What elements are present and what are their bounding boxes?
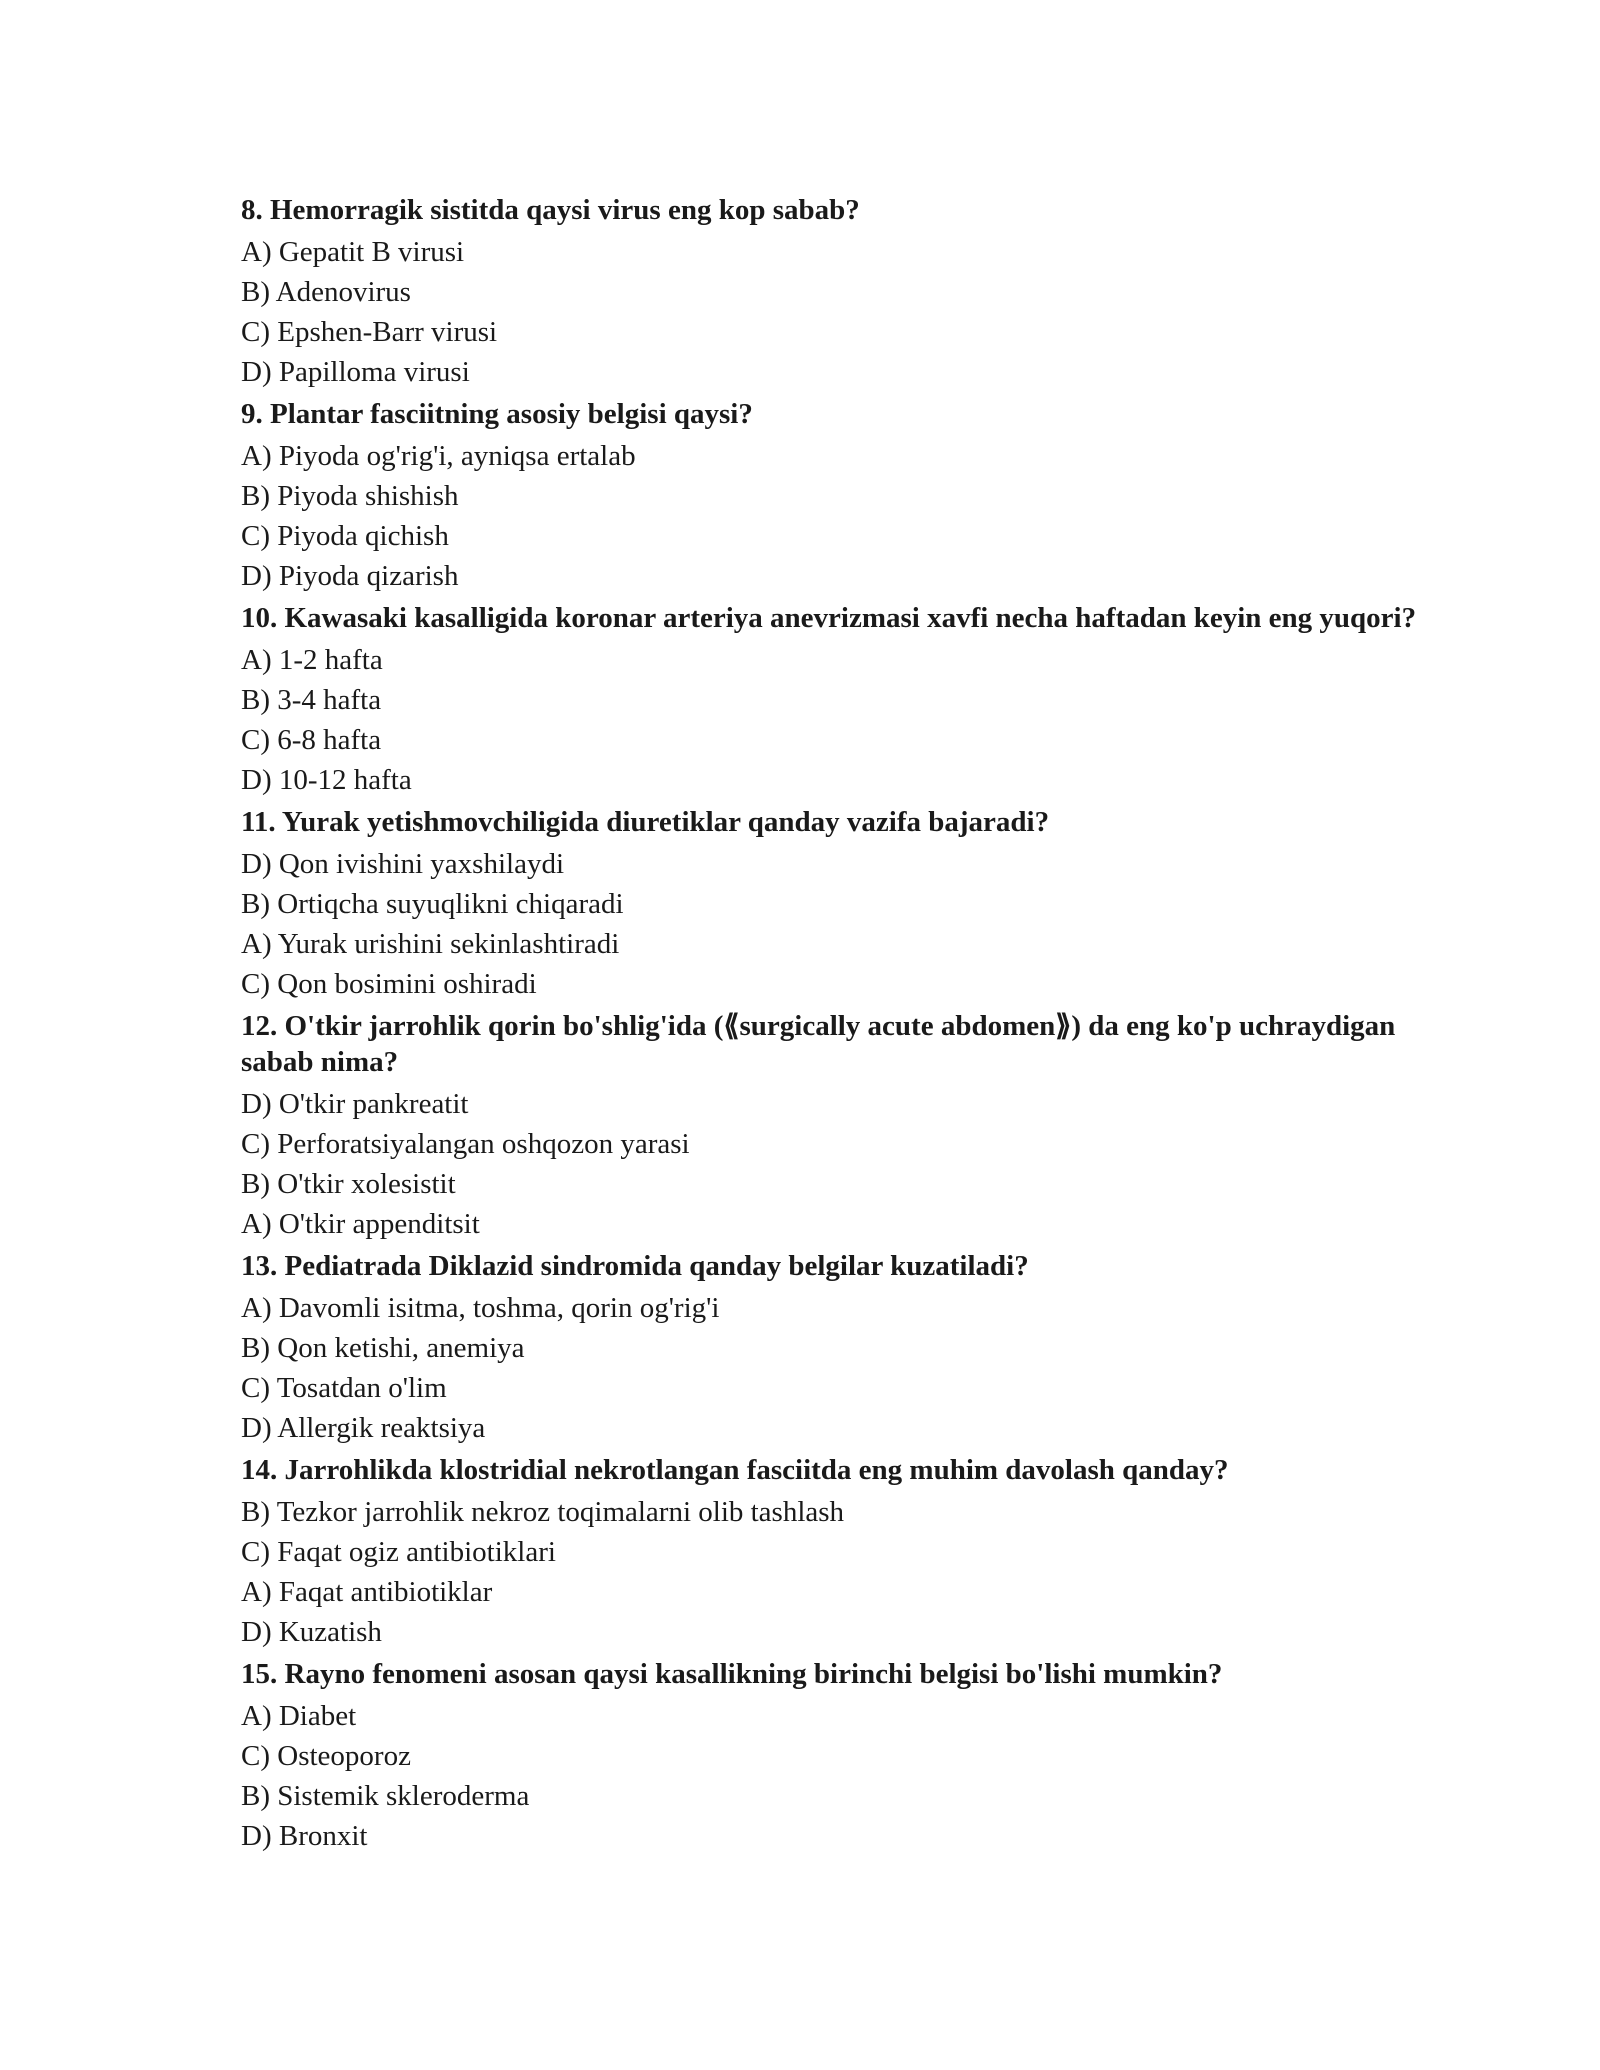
answer-option: B) O'tkir xolesistit [241,1168,456,1200]
question-block-15 [241,1656,1421,1856]
answer-option: D) Papilloma virusi [241,356,470,388]
answer-option: D) Piyoda qizarish [241,560,459,592]
answer-option: D) Kuzatish [241,1616,382,1648]
answer-option: C) Qon bosimini oshiradi [241,968,537,1000]
answer-option: D) O'tkir pankreatit [241,1088,469,1120]
answer-option: C) 6-8 hafta [241,724,382,756]
question-title: 14. Jarrohlikda klostridial nekrotlangan fasciitda eng muhim davolash qanday? [241,1454,1229,1486]
question-title: 10. Kawasaki kasalligida koronar arteriya anevrizmasi xavfi necha haftadan keyin eng yuqori? [241,602,1417,634]
answer-option: A) Gepatit B virusi [241,236,465,268]
answer-option: A) 1-2 hafta [241,644,383,676]
question-title: 11. Yurak yetishmovchiligida diuretiklar qanday vazifa bajaradi? [241,806,1050,838]
answer-option: C) Osteoporoz [241,1740,411,1772]
question-title: 9. Plantar fasciitning asosiy belgisi qaysi? [241,398,753,430]
question-block-10 [241,600,1421,800]
answer-option: B) Piyoda shishish [241,480,459,512]
answer-option: A) O'tkir appenditsit [241,1208,480,1240]
answer-option: A) Davomli isitma, toshma, qorin og'rig'i [241,1292,720,1324]
question-block-9 [241,396,1421,596]
answer-option: B) Adenovirus [241,276,411,308]
answer-option: D) 10-12 hafta [241,764,412,796]
answer-option: B) Sistemik skleroderma [241,1780,530,1812]
question-title: 8. Hemorragik sistitda qaysi virus eng kop sabab? [241,194,860,226]
answer-option: C) Tosatdan o'lim [241,1372,447,1404]
question-block-14 [241,1452,1421,1652]
answer-option: C) Piyoda qichish [241,520,449,552]
answer-option: C) Epshen-Barr virusi [241,316,498,348]
question-block-13 [241,1248,1421,1448]
question-block-11 [241,804,1421,1004]
answer-option: A) Piyoda og'rig'i, ayniqsa ertalab [241,440,636,472]
question-block-12 [241,1008,1421,1244]
answer-option: B) 3-4 hafta [241,684,382,716]
document-page [241,188,1421,1856]
answer-option: D) Bronxit [241,1820,368,1852]
answer-option: C) Faqat ogiz antibiotiklari [241,1536,556,1568]
answer-option: B) Tezkor jarrohlik nekroz toqimalarni olib tashlash [241,1496,845,1528]
question-title: 15. Rayno fenomeni asosan qaysi kasallikning birinchi belgisi bo'lishi mumkin? [241,1658,1223,1690]
answer-option: D) Qon ivishini yaxshilaydi [241,848,565,880]
question-title: 12. O'tkir jarrohlik qorin bo'shlig'ida (⟪surgically acute abdomen⟫) da eng ko'p uchraydigan sabab nima? [241,1010,1396,1078]
question-title: 13. Pediatrada Diklazid sindromida qanday belgilar kuzatiladi? [241,1250,1029,1282]
answer-option: B) Qon ketishi, anemiya [241,1332,525,1364]
question-block-8 [241,192,1421,392]
answer-option: A) Diabet [241,1700,357,1732]
answer-option: D) Allergik reaktsiya [241,1412,486,1444]
answer-option: C) Perforatsiyalangan oshqozon yarasi [241,1128,690,1160]
answer-option: A) Faqat antibiotiklar [241,1576,493,1608]
answer-option: A) Yurak urishini sekinlashtiradi [241,928,620,960]
answer-option: B) Ortiqcha suyuqlikni chiqaradi [241,888,624,920]
